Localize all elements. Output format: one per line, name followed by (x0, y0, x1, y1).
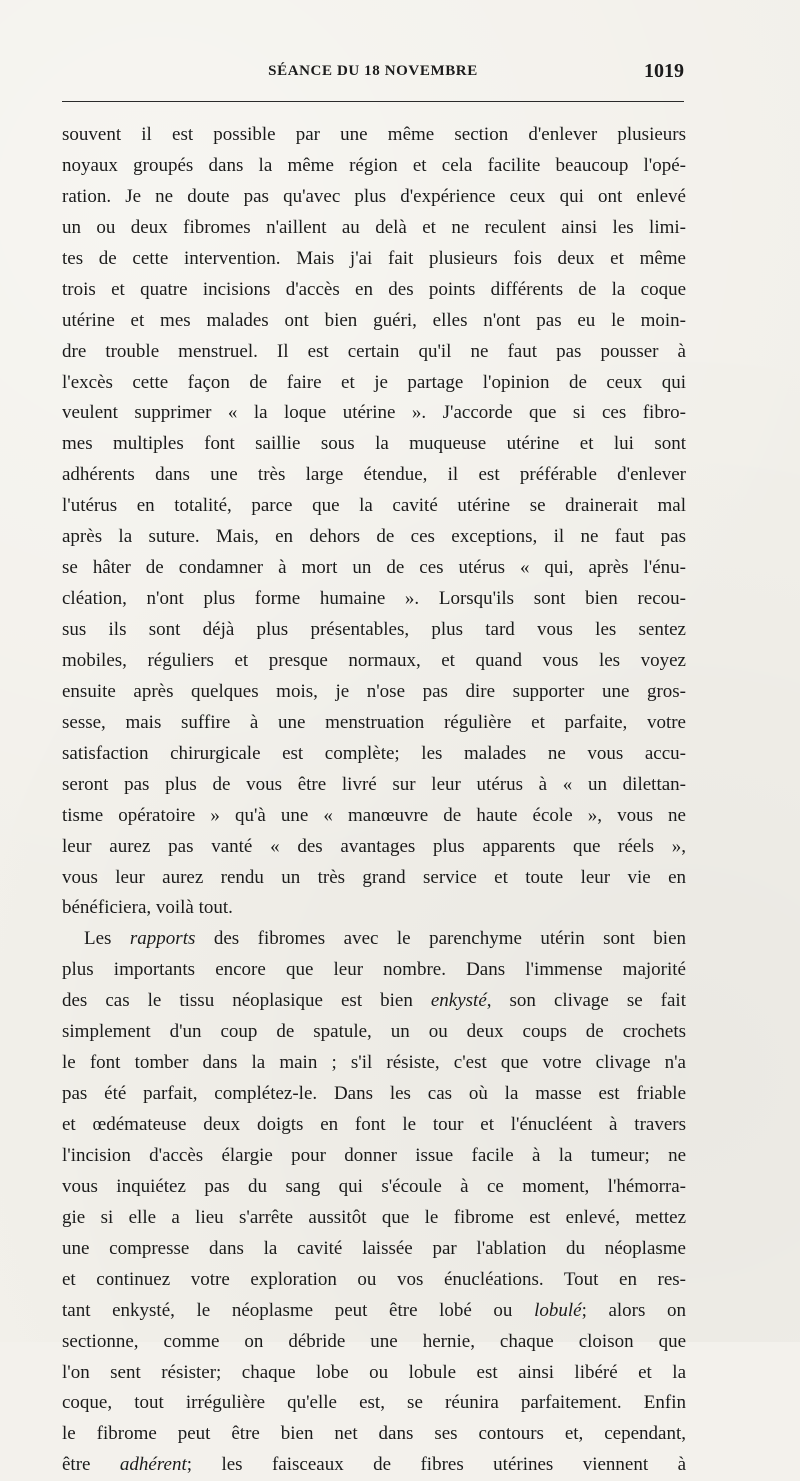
text-line: seront pas plus de vous être livré sur leur utérus à « un dilettan- (62, 773, 686, 795)
emphasis-text: enkysté (430, 990, 487, 1012)
text-line: l'on sent résister; chaque lobe ou lobule est ainsi libéré et la (62, 1361, 686, 1383)
text-line (62, 1450, 686, 1481)
text-line: après la suture. Mais, en dehors de ces exceptions, il ne faut pas (62, 526, 686, 548)
text-line: bénéficiera, voilà tout. (62, 897, 233, 919)
text-line: utérine et mes malades ont bien guéri, elles n'ont pas eu le moin- (62, 309, 686, 331)
text-line: le fibrome peut être bien net dans ses contours et, cependant, (62, 1423, 686, 1445)
text-line (62, 1296, 686, 1327)
emphasis-text: adhérent (119, 1454, 187, 1476)
text-line: souvent il est possible par une même section d'enlever plusieurs (62, 124, 686, 145)
text-line: se hâter de condamner à mort un de ces utérus « qui, après l'énu- (62, 557, 686, 579)
text-line: ration. Je ne doute pas qu'avec plus d'expérience ceux qui ont enlevé (62, 185, 686, 207)
emphasis-text: rapports (129, 928, 196, 950)
text-line: et continuez votre exploration ou vos énucléations. Tout en res- (62, 1268, 686, 1290)
text-line: l'incision d'accès élargie pour donner issue facile à la tumeur; ne (62, 1144, 686, 1166)
text-line: sectionne, comme on débride une hernie, chaque cloison que (62, 1330, 686, 1352)
text-line: veulent supprimer « la loque utérine ». J'accorde que si ces fibro- (62, 402, 686, 424)
text-run: des fibromes avec le parenchyme utérin sont bien (195, 928, 687, 950)
text-line: une compresse dans la cavité laissée par l'ablation du néoplasme (62, 1237, 686, 1259)
text-run: tant enkysté, le néoplasme peut être lobé ou (62, 1299, 535, 1321)
text-line: et œdémateuse deux doigts en font le tour et l'énucléent à travers (62, 1114, 686, 1135)
text-line: trois et quatre incisions d'accès en des points différents de la coque (62, 278, 686, 300)
text-line: vous leur aurez rendu un très grand service et toute leur vie en (62, 866, 686, 888)
text-line: ensuite après quelques mois, je n'ose pas dire supporter une gros- (62, 680, 686, 702)
text-line: pas été parfait, complétez-le. Dans les cas où la masse est friable (62, 1083, 686, 1105)
page-number: 1019 (644, 60, 684, 82)
text-line: noyaux groupés dans la même région et cela facilite beaucoup l'opé- (62, 154, 686, 176)
text-line: l'excès cette façon de faire et je partage l'opinion de ceux qui (62, 371, 686, 393)
text-line (62, 924, 686, 955)
text-line: plus importants encore que leur nombre. Dans l'immense majorité (62, 959, 686, 981)
text-line: leur aurez pas vanté « des avantages plus apparents que réels », (62, 835, 686, 857)
text-line: sus ils sont déjà plus présentables, plus tard vous les sentez (62, 619, 686, 640)
text-line: sesse, mais suffire à une menstruation régulière et parfaite, votre (62, 711, 686, 733)
text-run: ; les faisceaux de fibres utérines viennent à (186, 1454, 687, 1476)
text-line: dre trouble menstruel. Il est certain qu'il ne faut pas pousser à (62, 340, 686, 362)
text-line (62, 986, 686, 1017)
text-line: le font tomber dans la main ; s'il résiste, c'est que votre clivage n'a (62, 1052, 686, 1074)
text-run: être (62, 1454, 120, 1476)
text-line: un ou deux fibromes n'aillent au delà et ne reculent ainsi les limi- (62, 216, 686, 238)
text-run: , son clivage se fait (486, 990, 686, 1012)
text-line: tes de cette intervention. Mais j'ai fait plusieurs fois deux et même (62, 247, 686, 269)
body-text (62, 120, 686, 1481)
text-line: adhérents dans une très large étendue, il est préférable d'enlever (62, 464, 686, 486)
text-run: Les (84, 928, 130, 950)
emphasis-text: lobulé (534, 1299, 582, 1321)
text-run: ; alors on (581, 1299, 687, 1321)
text-line: cléation, n'ont plus forme humaine ». Lorsqu'ils sont bien recou- (62, 588, 686, 610)
text-line: mobiles, réguliers et presque normaux, et quand vous les voyez (62, 649, 686, 671)
text-line: mes multiples font saillie sous la muqueuse utérine et lui sont (62, 433, 686, 455)
text-run: des cas le tissu néoplasique est bien (62, 990, 431, 1012)
text-line: simplement d'un coup de spatule, un ou deux coups de crochets (62, 1021, 686, 1043)
text-line: tisme opératoire » qu'à une « manœuvre de haute école », vous ne (62, 804, 686, 826)
text-line: vous inquiétez pas du sang qui s'écoule à ce moment, l'hémorra- (62, 1175, 686, 1197)
header-rule (62, 101, 684, 102)
text-line: coque, tout irrégulière qu'elle est, se réunira parfaitement. Enfin (62, 1392, 686, 1414)
page-header (62, 60, 684, 88)
text-line: gie si elle a lieu s'arrête aussitôt que le fibrome est enlevé, mettez (62, 1206, 686, 1228)
text-line: satisfaction chirurgicale est complète; les malades ne vous accu- (62, 742, 686, 764)
running-head: SÉANCE DU 18 NOVEMBRE (268, 63, 478, 79)
text-line: l'utérus en totalité, parce que la cavité utérine se drainerait mal (62, 495, 686, 517)
